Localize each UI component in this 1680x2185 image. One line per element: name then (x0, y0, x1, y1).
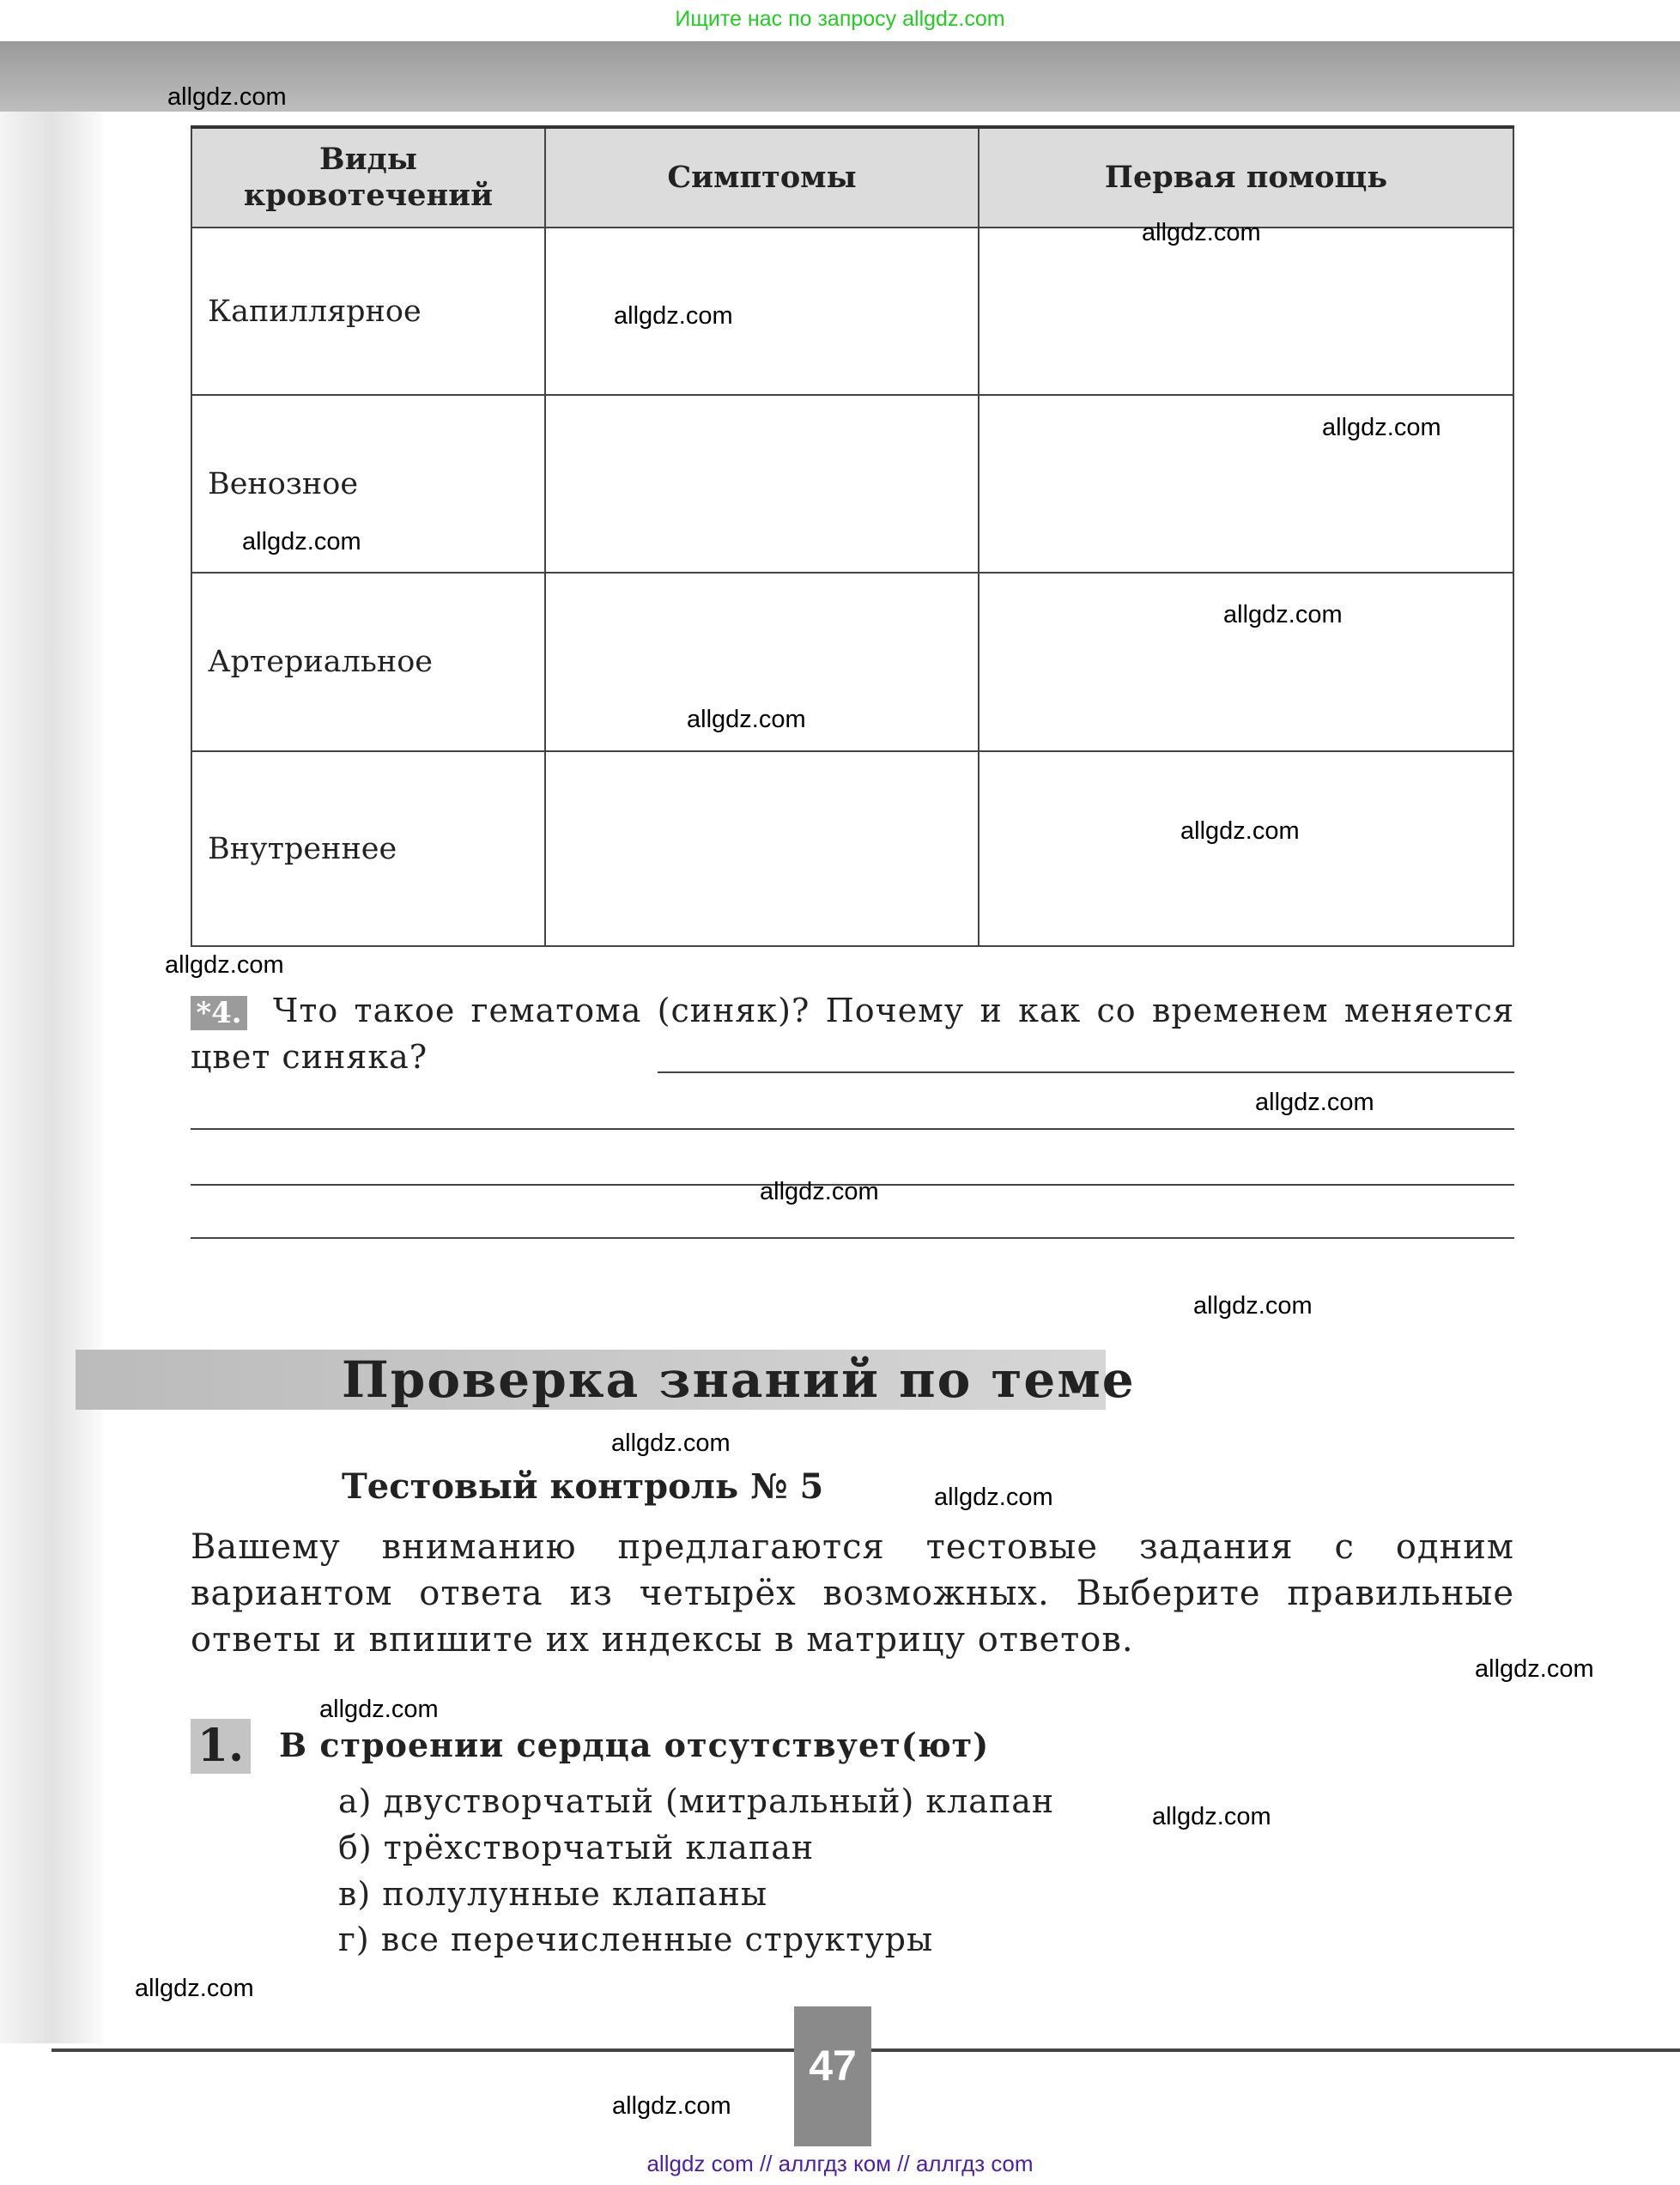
watermark: allgdz.com (687, 706, 806, 733)
bleeding-type: Артериальное (191, 573, 545, 751)
table-row (191, 573, 1513, 751)
option-b[interactable]: б) трёхстворчатый клапан (338, 1829, 815, 1866)
table-row (191, 228, 1513, 395)
section-title: Проверка знаний по теме (342, 1350, 1136, 1409)
option-c[interactable]: в) полулунные клапаны (338, 1875, 768, 1913)
question-1-number: 1. (191, 1719, 251, 1774)
bleeding-types-table (191, 125, 1514, 947)
answer-line[interactable] (191, 1237, 1514, 1239)
first-aid-cell[interactable] (979, 228, 1513, 395)
symptoms-cell[interactable] (545, 228, 979, 395)
watermark: allgdz.com (135, 1975, 254, 2002)
watermark: allgdz.com (319, 1696, 439, 1723)
page-number: 47 (794, 2006, 871, 2146)
watermark: allgdz.com (611, 1429, 731, 1457)
watermark: allgdz.com (1255, 1089, 1374, 1116)
bleeding-type: Капиллярное (191, 228, 545, 395)
question-4-badge: *4. (191, 996, 247, 1030)
watermark: allgdz.com (165, 951, 284, 979)
watermark: allgdz.com (1223, 601, 1343, 628)
option-a[interactable]: а) двустворчатый (митральный) клапан (338, 1782, 1055, 1820)
answer-line[interactable] (191, 1128, 1514, 1130)
question-1-text: В строении сердца отсутствует(ют) (279, 1726, 990, 1764)
footer-links[interactable]: allgdz com // аллгдз ком // аллгдз com (646, 2151, 1034, 2176)
watermark: allgdz.com (612, 2092, 731, 2120)
bleeding-type: Венозное (191, 395, 545, 573)
watermark: allgdz.com (1193, 1292, 1313, 1320)
watermark: allgdz.com (1180, 817, 1300, 845)
watermark: allgdz.com (1152, 1803, 1271, 1830)
watermark: allgdz.com (934, 1484, 1053, 1511)
header-symptoms: Симптомы (545, 127, 979, 228)
table-row (191, 751, 1513, 946)
watermark: allgdz.com (1475, 1655, 1594, 1683)
watermark: allgdz.com (167, 83, 287, 111)
question-4-label: Что такое гематома (синяк)? Почему и как со временем меняется цвет синяка? (191, 992, 1514, 1076)
symptoms-cell[interactable] (545, 395, 979, 573)
watermark: allgdz.com (1322, 414, 1441, 441)
watermark: allgdz.com (1142, 219, 1261, 246)
test-subtitle: Тестовый контроль № 5 (342, 1466, 824, 1507)
bleeding-type: Внутреннее (191, 751, 545, 946)
book-spine-shadow (0, 112, 103, 2043)
answer-line[interactable] (658, 1071, 1514, 1073)
header-types: Виды кровотечений (191, 127, 545, 228)
top-banner[interactable]: Ищите нас по запросу allgdz.com (675, 7, 1005, 31)
table-header-row (191, 127, 1513, 228)
header-first-aid: Первая помощь (979, 127, 1513, 228)
watermark: allgdz.com (614, 302, 733, 330)
first-aid-cell[interactable] (979, 573, 1513, 751)
test-instructions: Вашему вниманию предлагаются тестовые задания с одним вариантом ответа из четырёх возможных. Выберите правильные ответы и впишите их индексы в матрицу ответов. (191, 1527, 1514, 1660)
question-4-text (191, 987, 1514, 1080)
watermark: allgdz.com (242, 528, 361, 555)
symptoms-cell[interactable] (545, 751, 979, 946)
table-row (191, 395, 1513, 573)
first-aid-cell[interactable] (979, 751, 1513, 946)
watermark: allgdz.com (760, 1178, 879, 1205)
option-d[interactable]: г) все перечисленные структуры (338, 1921, 934, 1958)
